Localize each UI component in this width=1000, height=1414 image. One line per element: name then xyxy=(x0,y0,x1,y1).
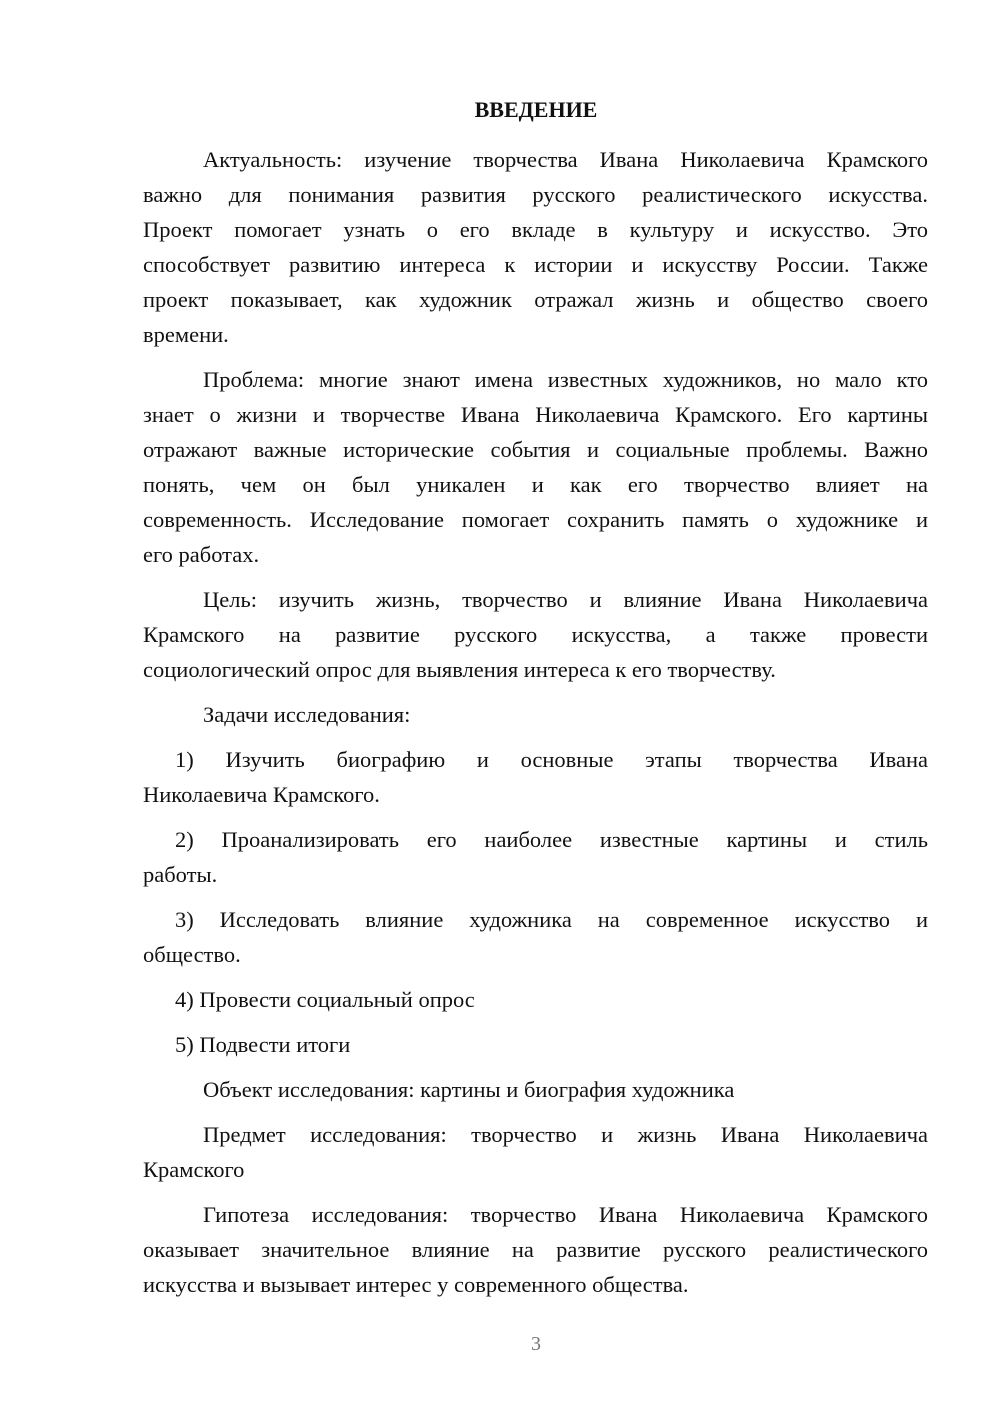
text-line: 2) Проанализировать его наиболее известные картины и стиль xyxy=(175,827,928,852)
paragraph xyxy=(143,697,928,732)
paragraph xyxy=(143,1197,928,1302)
text-line: 1) Изучить биографию и основные этапы творчества Ивана xyxy=(175,747,928,772)
paragraph xyxy=(143,142,928,352)
text-line: Объект исследования: картины и биография художника xyxy=(203,1077,735,1102)
paragraph xyxy=(143,582,928,687)
text-line: работы. xyxy=(143,862,218,887)
text-line: Николаевича Крамского. xyxy=(143,782,380,807)
text-line: времени. xyxy=(143,322,229,347)
paragraph xyxy=(143,1117,928,1187)
text-line: понять, чем он был уникален и как его творчество влияет на xyxy=(143,472,928,497)
text-line: важно для понимания развития русского реалистического искусства. xyxy=(143,182,928,207)
text-line: отражают важные исторические события и социальные проблемы. Важно xyxy=(143,437,928,462)
text-line: Предмет исследования: творчество и жизнь Ивана Николаевича xyxy=(203,1122,928,1147)
text-line: Крамского xyxy=(143,1157,245,1182)
text-line: общество. xyxy=(143,942,241,967)
task-list-item xyxy=(143,1027,928,1062)
text-line: Проблема: многие знают имена известных художников, но мало кто xyxy=(203,367,928,392)
text-line: знает о жизни и творчестве Ивана Николаевича Крамского. Его картины xyxy=(143,402,928,427)
text-line: Актуальность: изучение творчества Ивана Николаевича Крамского xyxy=(203,147,928,172)
text-line: современность. Исследование помогает сохранить память о художнике и xyxy=(143,507,928,532)
page-number: 3 xyxy=(531,1333,541,1355)
text-line: способствует развитию интереса к истории и искусству России. Также xyxy=(143,252,928,277)
text-line: 4) Провести социальный опрос xyxy=(175,987,475,1012)
text-line: Гипотеза исследования: творчество Ивана Николаевича Крамского xyxy=(203,1202,928,1227)
paragraph xyxy=(143,362,928,572)
document-body xyxy=(143,142,928,1312)
text-line: проект показывает, как художник отражал жизнь и общество своего xyxy=(143,287,928,312)
task-list-item xyxy=(143,902,928,972)
task-list-item xyxy=(143,822,928,892)
text-line: 5) Подвести итоги xyxy=(175,1032,351,1057)
text-line: Цель: изучить жизнь, творчество и влияние Ивана Николаевича xyxy=(203,587,928,612)
page-title: ВВЕДЕНИЕ xyxy=(474,97,598,122)
text-line: искусства и вызывает интерес у современного общества. xyxy=(143,1272,689,1297)
text-line: Проект помогает узнать о его вкладе в культуру и искусство. Это xyxy=(143,217,928,242)
text-line: его работах. xyxy=(143,542,260,567)
text-line: 3) Исследовать влияние художника на современное искусство и xyxy=(175,907,928,932)
task-list-item xyxy=(143,742,928,812)
text-line: оказывает значительное влияние на развитие русского реалистического xyxy=(143,1237,928,1262)
text-line: Задачи исследования: xyxy=(203,702,411,727)
task-list-item xyxy=(143,982,928,1017)
paragraph xyxy=(143,1072,928,1107)
text-line: социологический опрос для выявления интереса к его творчеству. xyxy=(143,657,776,682)
text-line: Крамского на развитие русского искусства, а также провести xyxy=(143,622,928,647)
